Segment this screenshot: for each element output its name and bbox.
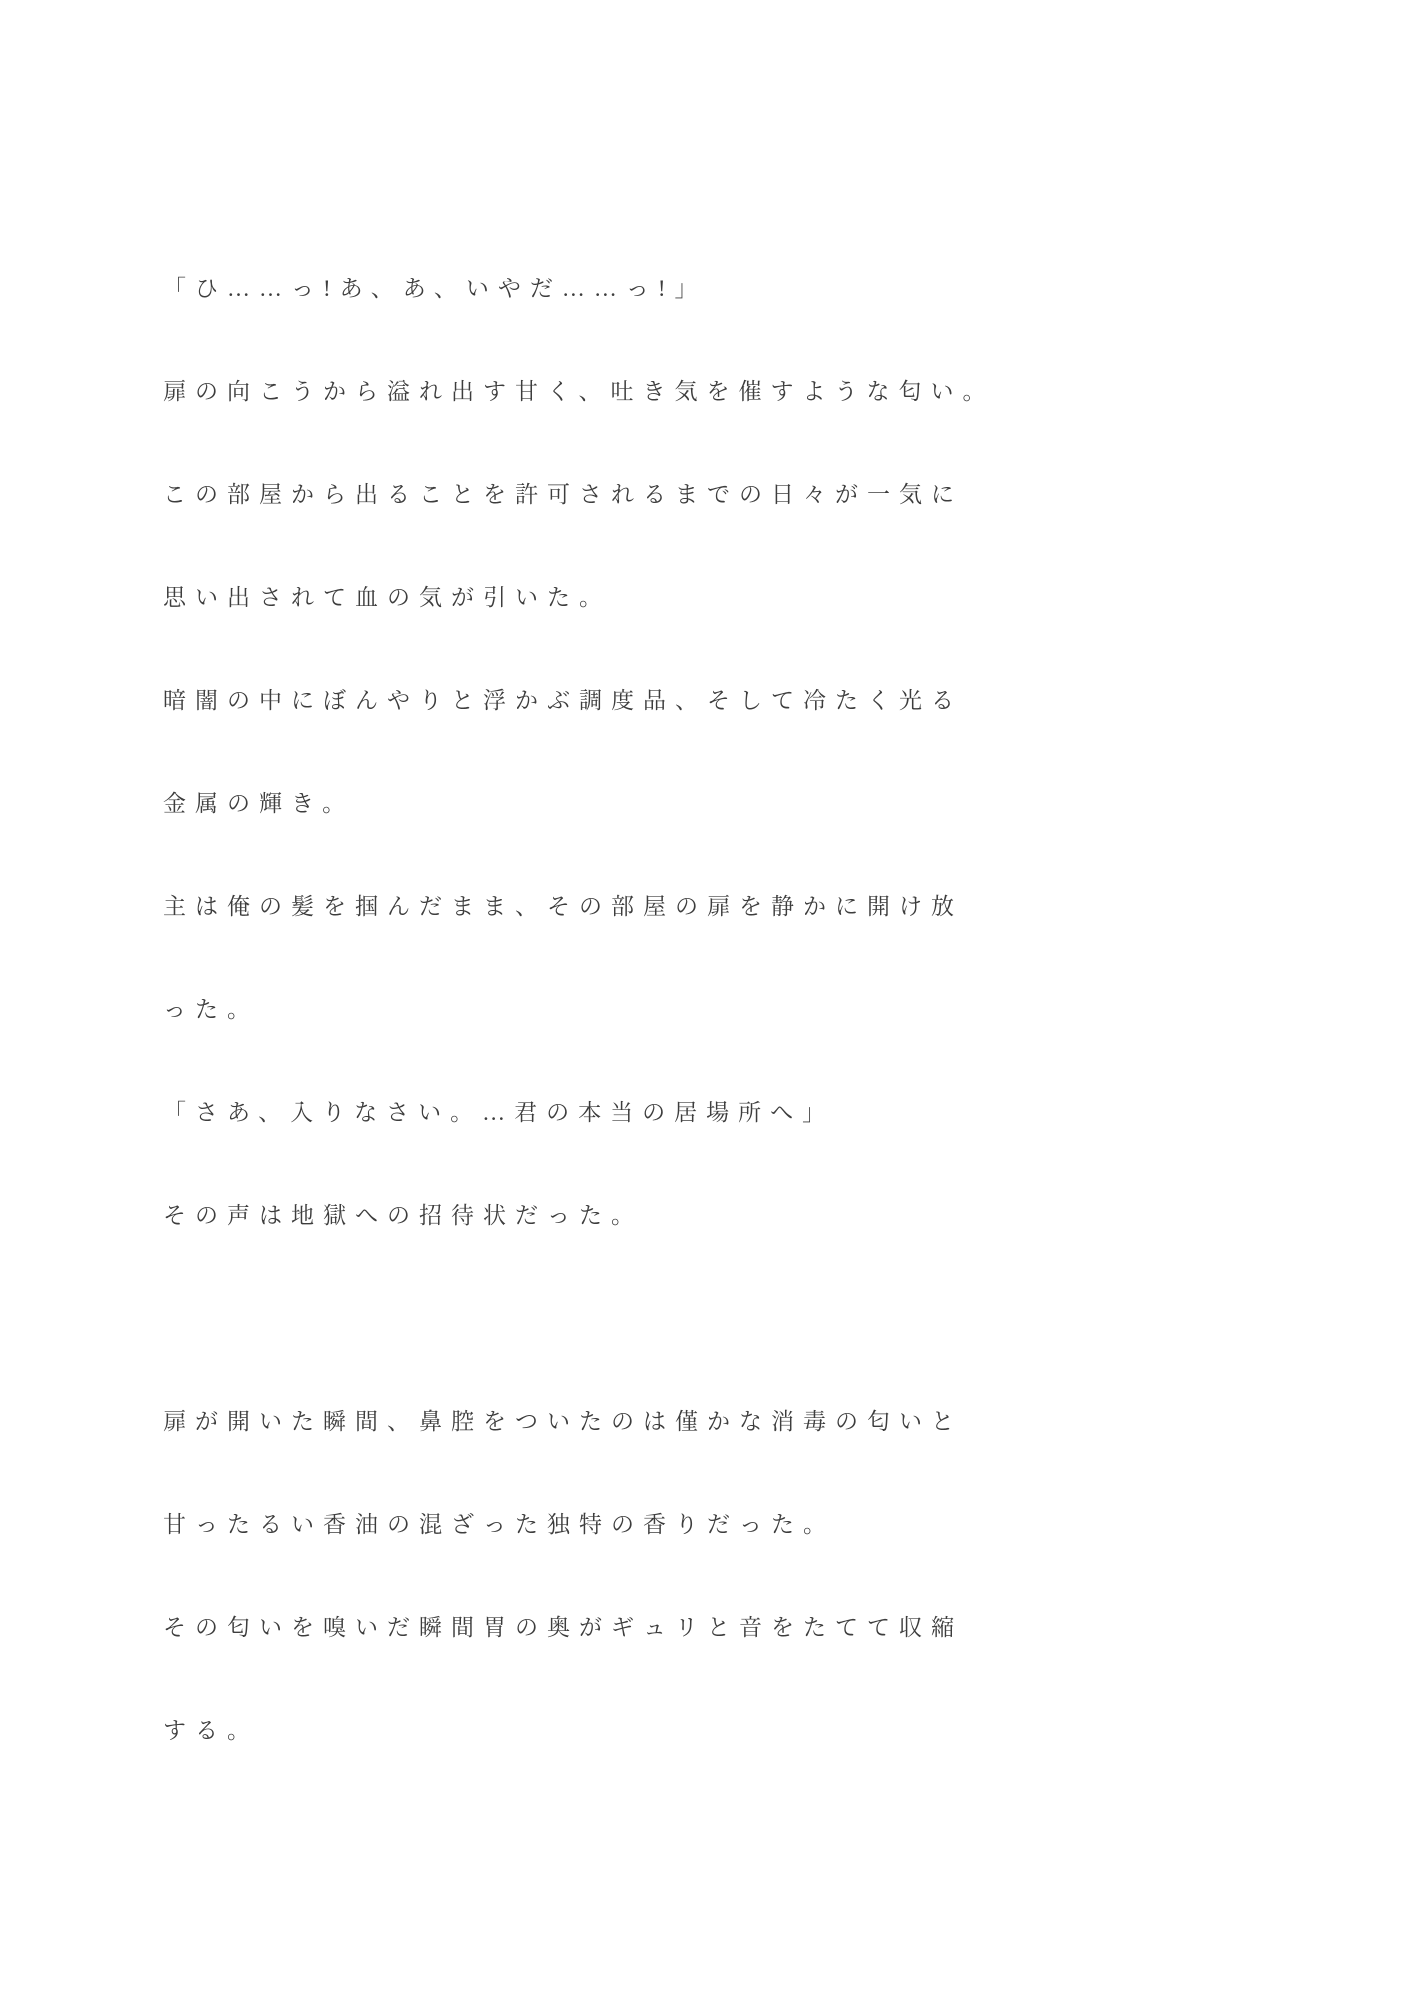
text-line: 扉が開いた瞬間、鼻腔をついたのは僅かな消毒の匂いと <box>163 1409 963 1434</box>
text-line: 甘ったるい香油の混ざった独特の香りだった。 <box>163 1512 835 1537</box>
text-line: 主は俺の髪を掴んだまま、その部屋の扉を静かに開け放 <box>163 894 963 919</box>
text-line: 「ひ……っ!あ、あ、いやだ……っ!」 <box>163 276 707 301</box>
text-line: その声は地獄への招待状だった。 <box>163 1203 643 1228</box>
text-line: する。 <box>163 1718 259 1743</box>
text-line: 暗闇の中にぼんやりと浮かぶ調度品、そして冷たく光る <box>163 688 963 713</box>
text-line: この部屋から出ることを許可されるまでの日々が一気に <box>163 482 963 507</box>
text-block <box>163 237 1354 1782</box>
text-line: その匂いを嗅いだ瞬間胃の奥がギュリと音をたてて収縮 <box>163 1615 963 1640</box>
text-line: 金属の輝き。 <box>163 791 355 816</box>
paragraph-section <box>163 237 1354 1267</box>
text-line: った。 <box>163 997 259 1022</box>
text-line: 思い出されて血の気が引いた。 <box>163 585 611 610</box>
paragraph-section <box>163 1370 1354 1782</box>
text-line: 扉の向こうから溢れ出す甘く、吐き気を催すような匂い。 <box>163 379 995 404</box>
text-line: 「さあ、入りなさい。…君の本当の居場所へ」 <box>163 1100 835 1125</box>
